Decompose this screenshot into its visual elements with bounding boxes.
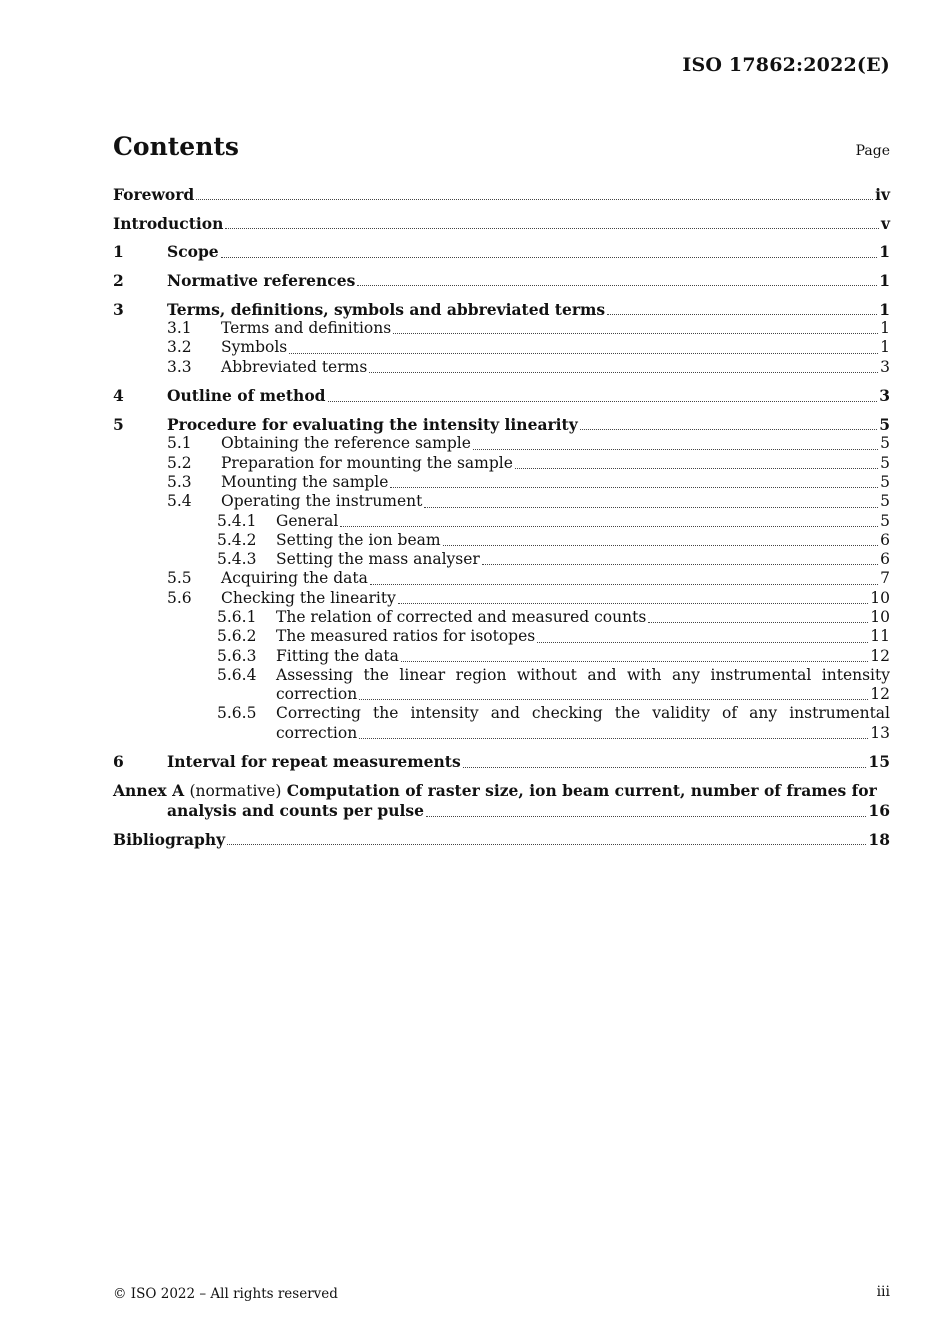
toc-entry-1-scope[interactable] xyxy=(113,242,890,261)
dot-leader xyxy=(537,642,868,643)
dot-leader xyxy=(473,449,878,450)
toc-entry-title: Operating the instrument xyxy=(221,492,423,511)
toc-section-number: 5.4.1 xyxy=(217,511,257,530)
toc-section-number: 5.6.4 xyxy=(217,665,257,684)
toc-page-number: 5 xyxy=(880,511,890,530)
toc-entry-title: Terms and definitions xyxy=(221,319,392,338)
dot-leader xyxy=(340,526,878,527)
toc-section-number: 6 xyxy=(113,752,124,772)
toc-entry-3-2[interactable] xyxy=(113,338,890,357)
toc-entry-5-procedure[interactable] xyxy=(113,415,890,434)
toc-entry-title: Outline of method xyxy=(167,386,326,406)
toc-page-number: 16 xyxy=(868,801,890,821)
footer-page-number: iii xyxy=(876,1284,890,1300)
dot-leader xyxy=(369,372,878,373)
document-identifier: ISO 17862:2022(E) xyxy=(682,54,890,76)
toc-page-number: 6 xyxy=(880,530,890,549)
toc-entry-5-6[interactable] xyxy=(113,589,890,608)
dot-leader xyxy=(443,545,879,546)
toc-section-number: 3.2 xyxy=(167,338,192,357)
toc-section-number: 3.3 xyxy=(167,357,192,376)
toc-entry-title-line1: Correcting the intensity and checking the validity of any instrumental xyxy=(276,704,890,723)
toc-entry-introduction[interactable] xyxy=(113,214,890,233)
table-of-contents xyxy=(113,185,890,849)
toc-section-number: 5.6.3 xyxy=(217,646,257,665)
dot-leader xyxy=(370,584,878,585)
toc-entry-title: Obtaining the reference sample xyxy=(221,434,471,453)
toc-entry-5-6-4[interactable] xyxy=(113,666,890,705)
toc-entry-title-line2: correction xyxy=(276,723,358,742)
toc-page-number: 1 xyxy=(879,299,890,319)
toc-page-number: 18 xyxy=(868,830,890,850)
page-title: Contents xyxy=(113,132,240,161)
toc-section-number: 5.4.3 xyxy=(217,550,257,569)
toc-entry-5-6-5[interactable] xyxy=(113,704,890,743)
toc-page-number: 5 xyxy=(879,415,890,435)
toc-entry-5-1[interactable] xyxy=(113,434,890,453)
toc-entry-4-outline[interactable] xyxy=(113,386,890,405)
dot-leader xyxy=(225,228,879,229)
toc-entry-title: Normative references xyxy=(167,271,356,291)
annex-normative-tag: (normative) xyxy=(189,782,282,801)
toc-page-number: 12 xyxy=(870,685,890,704)
toc-section-number: 4 xyxy=(113,386,124,406)
dot-leader xyxy=(463,767,867,768)
toc-page-number: 11 xyxy=(870,627,890,646)
dot-leader xyxy=(398,603,868,604)
toc-page-number: 7 xyxy=(880,569,890,588)
toc-entry-6-interval[interactable] xyxy=(113,752,890,771)
dot-leader xyxy=(401,661,868,662)
page-column-label: Page xyxy=(855,143,890,159)
toc-section-number: 5.1 xyxy=(167,434,192,453)
dot-leader xyxy=(227,844,866,845)
toc-page-number: 15 xyxy=(868,752,890,772)
toc-entry-title: Foreword xyxy=(113,185,195,204)
toc-section-number: 5.6.5 xyxy=(217,704,257,723)
toc-entry-5-4-1[interactable] xyxy=(113,512,890,531)
toc-entry-annex-a[interactable] xyxy=(113,781,890,821)
toc-page-number: 5 xyxy=(880,472,890,491)
dot-leader xyxy=(359,738,868,739)
toc-page-number: 6 xyxy=(880,550,890,569)
toc-entry-title: Abbreviated terms xyxy=(221,357,368,376)
toc-entry-title: Terms, definitions, symbols and abbreviated terms xyxy=(167,299,606,319)
dot-leader xyxy=(393,333,878,334)
toc-page-number: 1 xyxy=(879,242,890,262)
dot-leader xyxy=(328,401,878,402)
toc-entry-5-6-1[interactable] xyxy=(113,608,890,627)
toc-entry-foreword[interactable] xyxy=(113,185,890,204)
toc-entry-title: Bibliography xyxy=(113,830,226,850)
toc-entry-2-normative-references[interactable] xyxy=(113,271,890,290)
toc-page-number: 3 xyxy=(880,357,890,376)
toc-entry-5-6-2[interactable] xyxy=(113,627,890,646)
toc-page-number: 1 xyxy=(880,338,890,357)
toc-page-number: iv xyxy=(875,185,890,204)
toc-page-number: 13 xyxy=(870,723,890,742)
toc-entry-title: Mounting the sample xyxy=(221,472,389,491)
dot-leader xyxy=(607,314,877,315)
toc-section-number: 5.4 xyxy=(167,492,192,511)
dot-leader xyxy=(482,564,878,565)
toc-entry-title: General xyxy=(276,511,339,530)
toc-entry-title: Preparation for mounting the sample xyxy=(221,453,513,472)
dot-leader xyxy=(196,199,873,200)
toc-entry-title: Fitting the data xyxy=(276,646,399,665)
toc-entry-title: Introduction xyxy=(113,213,224,233)
toc-entry-5-6-3[interactable] xyxy=(113,647,890,666)
toc-page-number: v xyxy=(880,213,890,233)
toc-section-number: 5.5 xyxy=(167,569,192,588)
dot-leader xyxy=(424,507,878,508)
toc-entry-title: The measured ratios for isotopes xyxy=(276,627,536,646)
toc-page-number: 1 xyxy=(880,319,890,338)
dot-leader xyxy=(426,816,866,817)
toc-page-number: 5 xyxy=(880,434,890,453)
toc-section-number: 3.1 xyxy=(167,319,192,338)
toc-entry-title-line2: analysis and counts per pulse xyxy=(167,801,424,821)
toc-entry-title: Setting the mass analyser xyxy=(276,550,480,569)
toc-page-number: 3 xyxy=(879,386,890,406)
dot-leader xyxy=(357,285,877,286)
toc-entry-title: Scope xyxy=(167,242,219,262)
toc-page-number: 5 xyxy=(880,492,890,511)
dot-leader xyxy=(359,699,868,700)
dot-leader xyxy=(289,353,878,354)
toc-page-number: 10 xyxy=(870,607,890,626)
toc-entry-3-terms[interactable] xyxy=(113,300,890,319)
toc-entry-title: Interval for repeat measurements xyxy=(167,752,461,772)
toc-entry-5-5[interactable] xyxy=(113,569,890,588)
toc-entry-title-line2: correction xyxy=(276,685,358,704)
toc-section-number: 5.6.2 xyxy=(217,627,257,646)
dot-leader xyxy=(221,257,878,258)
toc-section-number: 5.3 xyxy=(167,472,192,491)
toc-entry-title: Setting the ion beam xyxy=(276,530,441,549)
toc-section-number: 3 xyxy=(113,299,124,319)
toc-entry-3-1[interactable] xyxy=(113,319,890,338)
toc-entry-title: The relation of corrected and measured counts xyxy=(276,607,647,626)
toc-entry-bibliography[interactable] xyxy=(113,830,890,849)
toc-section-number: 5.2 xyxy=(167,453,192,472)
toc-section-number: 5.6.1 xyxy=(217,607,257,626)
toc-entry-title-line1: Computation of raster size, ion beam current, number of frames for xyxy=(286,781,877,801)
dot-leader xyxy=(580,429,877,430)
toc-entry-5-4-2[interactable] xyxy=(113,531,890,550)
toc-entry-title-line1: Assessing the linear region without and with any instrumental intensity xyxy=(276,665,890,684)
dot-leader xyxy=(390,487,878,488)
toc-entry-3-3[interactable] xyxy=(113,358,890,377)
toc-entry-5-4-3[interactable] xyxy=(113,550,890,569)
dot-leader xyxy=(515,468,878,469)
footer-copyright: © ISO 2022 – All rights reserved xyxy=(113,1286,338,1302)
toc-page-number: 1 xyxy=(879,271,890,291)
toc-section-number: 1 xyxy=(113,242,124,262)
toc-page-number: 5 xyxy=(880,453,890,472)
dot-leader xyxy=(648,622,868,623)
toc-entry-5-3[interactable] xyxy=(113,473,890,492)
toc-entry-5-4[interactable] xyxy=(113,492,890,511)
toc-section-number: 2 xyxy=(113,271,124,291)
toc-page-number: 10 xyxy=(870,588,890,607)
annex-first-line xyxy=(113,781,890,801)
toc-section-number: 5.6 xyxy=(167,588,192,607)
toc-entry-5-2[interactable] xyxy=(113,454,890,473)
toc-page-number: 12 xyxy=(870,646,890,665)
toc-entry-title: Acquiring the data xyxy=(221,569,368,588)
toc-entry-title: Checking the linearity xyxy=(221,588,396,607)
toc-section-number: 5.4.2 xyxy=(217,530,257,549)
toc-section-number: 5 xyxy=(113,415,124,435)
annex-label: Annex A xyxy=(113,781,185,801)
toc-entry-title: Symbols xyxy=(221,338,288,357)
toc-entry-title: Procedure for evaluating the intensity linearity xyxy=(167,415,578,435)
